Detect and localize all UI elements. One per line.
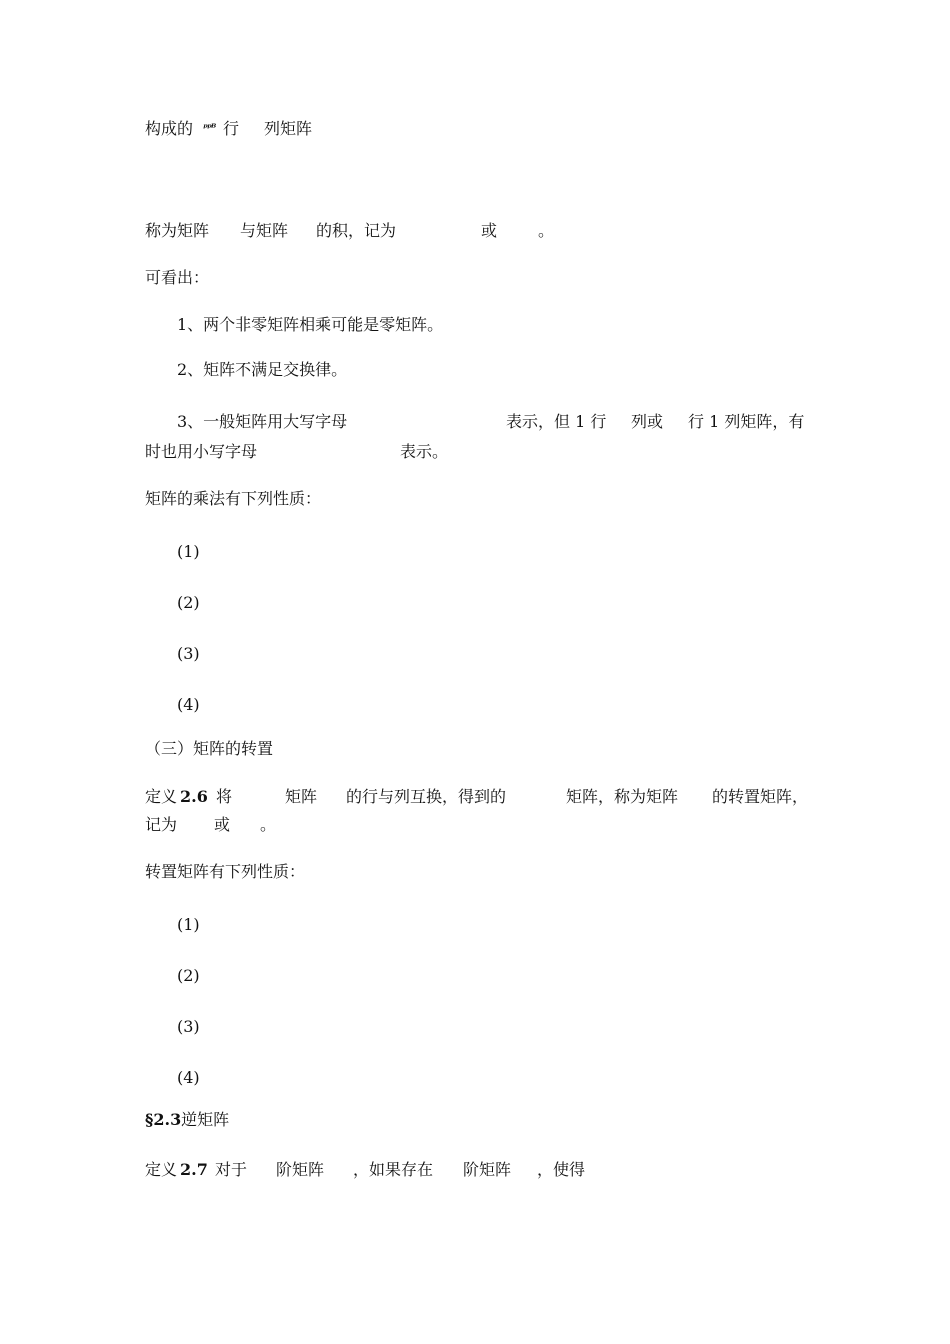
text: 。 xyxy=(260,815,277,834)
text: 阶矩阵 xyxy=(463,1160,512,1179)
property-number: (1) xyxy=(177,542,200,561)
text: 矩阵，称为矩阵 xyxy=(566,787,679,806)
property-number: (2) xyxy=(177,966,200,985)
property-item xyxy=(0,693,950,717)
line-matrix-composition xyxy=(0,117,950,141)
text: 构成的 xyxy=(145,119,194,138)
section-heading xyxy=(0,1108,950,1132)
section-title: （三）矩阵的转置 xyxy=(145,739,274,758)
list-item xyxy=(0,358,950,382)
text: 表示。 xyxy=(400,442,449,461)
text: 与矩阵 xyxy=(240,221,289,240)
definition-label: 定义 xyxy=(145,787,183,806)
property-item xyxy=(0,913,950,937)
text: 列或 xyxy=(631,412,664,431)
list-item xyxy=(0,410,950,434)
section-heading xyxy=(0,737,950,761)
line-transpose-properties xyxy=(0,860,950,884)
property-number: (3) xyxy=(177,644,200,663)
property-item xyxy=(0,642,950,666)
definition-label: 定义 xyxy=(145,1160,183,1179)
list-item-continued xyxy=(0,440,950,464)
text: 列矩阵 xyxy=(264,119,313,138)
line-product-definition xyxy=(0,219,950,243)
line-observations xyxy=(0,266,950,290)
text: 时也用小写字母 xyxy=(145,442,258,461)
list-item xyxy=(0,313,950,337)
property-item xyxy=(0,540,950,564)
section-number: §2.3 xyxy=(145,1110,182,1129)
text: 行 1 列矩阵，有 xyxy=(688,412,805,431)
text: 的转置矩阵， xyxy=(712,787,809,806)
text: 记为 xyxy=(145,815,178,834)
definition-number: 2.7 xyxy=(180,1160,208,1179)
text: 转置矩阵有下列性质： xyxy=(145,862,306,881)
text: 3、一般矩阵用大写字母 xyxy=(177,412,348,431)
property-item xyxy=(0,591,950,615)
text: 行 xyxy=(223,119,240,138)
text: 表示，但 1 行 xyxy=(506,412,607,431)
property-item xyxy=(0,964,950,988)
text: 可看出： xyxy=(145,268,210,287)
property-item xyxy=(0,1015,950,1039)
section-title: 逆矩阵 xyxy=(176,1110,230,1129)
text: 矩阵 xyxy=(285,787,318,806)
text: 矩阵的乘法有下列性质： xyxy=(145,489,322,508)
text: 的积，记为 xyxy=(316,221,397,240)
text: 的行与列互换，得到的 xyxy=(346,787,507,806)
property-number: (1) xyxy=(177,915,200,934)
property-number: (2) xyxy=(177,593,200,612)
text: 将 xyxy=(216,787,233,806)
property-item xyxy=(0,1066,950,1090)
text: 称为矩阵 xyxy=(145,221,210,240)
text: 阶矩阵 xyxy=(276,1160,325,1179)
text: ，如果存在 xyxy=(353,1160,434,1179)
garbled-formula-glyph: ᵖᵖᴮ xyxy=(203,123,216,134)
property-number: (4) xyxy=(177,1068,200,1087)
text: 2、矩阵不满足交换律。 xyxy=(177,360,348,379)
definition-number: 2.6 xyxy=(180,787,208,806)
definition-2-6-continued xyxy=(0,813,950,837)
property-number: (3) xyxy=(177,1017,200,1036)
text: 1、两个非零矩阵相乘可能是零矩阵。 xyxy=(177,315,444,334)
definition-2-6 xyxy=(0,785,950,809)
text: 或 xyxy=(481,221,498,240)
text: 对于 xyxy=(215,1160,248,1179)
property-number: (4) xyxy=(177,695,200,714)
text: ，使得 xyxy=(537,1160,586,1179)
line-mult-properties xyxy=(0,487,950,511)
text: 。 xyxy=(538,221,555,240)
text: 或 xyxy=(214,815,231,834)
definition-2-7 xyxy=(0,1158,950,1182)
